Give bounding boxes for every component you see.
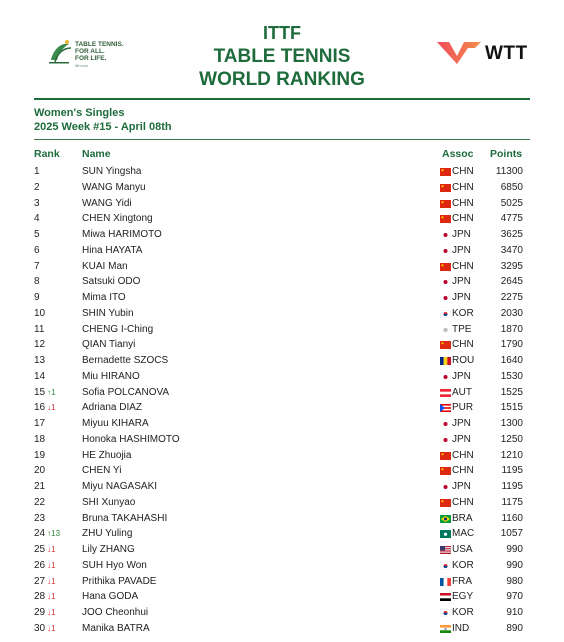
rank-cell <box>34 495 47 511</box>
rank-cell <box>34 196 42 212</box>
rank-cell <box>34 605 56 621</box>
table-row <box>34 495 530 511</box>
rank-cell <box>34 353 47 369</box>
rank-value: 2 <box>34 181 40 193</box>
fra-flag-icon <box>440 578 451 586</box>
player-name: Satsuki ODO <box>82 276 141 288</box>
ind-flag-icon <box>440 625 451 633</box>
table-row <box>34 306 530 322</box>
rank-value: 19 <box>34 449 46 461</box>
association-code: USA <box>452 544 473 555</box>
rank-change: ↓1 <box>47 560 56 570</box>
player-name: QIAN Tianyi <box>82 339 136 351</box>
table-row <box>34 416 530 432</box>
tpe-flag-icon <box>440 326 451 334</box>
header-divider <box>34 98 530 100</box>
table-row <box>34 542 530 558</box>
table-row <box>34 526 530 542</box>
chn-flag-icon <box>440 200 451 208</box>
association-code: JPN <box>452 418 471 429</box>
table-row <box>34 290 530 306</box>
ranking-period: 2025 Week #15 - April 08th <box>34 121 172 133</box>
points-value: 890 <box>506 622 523 634</box>
col-header-points: Points <box>490 148 523 160</box>
table-row <box>34 369 530 385</box>
table-row <box>34 589 530 605</box>
association-code: KOR <box>452 559 474 571</box>
points-value: 970 <box>506 591 523 603</box>
rank-value: 18 <box>34 433 46 445</box>
table-row <box>34 353 530 369</box>
association-code: IND <box>452 622 470 634</box>
ranking-info <box>34 106 172 134</box>
rank-value: 6 <box>34 244 40 256</box>
rank-cell <box>34 337 47 353</box>
rank-cell <box>34 385 56 401</box>
rank-cell <box>34 558 56 574</box>
jpn-flag-icon <box>440 247 451 255</box>
rank-cell <box>34 448 47 464</box>
rank-value: 4 <box>34 213 40 225</box>
rank-value: 11 <box>34 323 45 335</box>
rank-cell <box>34 479 47 495</box>
table-row <box>34 479 530 495</box>
player-name: Bernadette SZOCS <box>82 355 169 366</box>
player-name: SHI Xunyao <box>82 496 136 508</box>
association-code: CHN <box>452 465 474 477</box>
wtt-logo-text: WTT <box>485 43 528 64</box>
table-row <box>34 322 530 338</box>
table-row <box>34 164 530 180</box>
kor-flag-icon <box>440 310 451 318</box>
col-header-name: Name <box>82 148 111 160</box>
association-code: AUT <box>452 386 472 398</box>
rank-cell <box>34 164 42 180</box>
rank-cell <box>34 290 42 306</box>
page-header <box>0 0 564 100</box>
player-name: WANG Yidi <box>82 197 132 209</box>
rank-value: 10 <box>34 307 46 319</box>
jpn-flag-icon <box>440 278 451 286</box>
player-name: Lily ZHANG <box>82 544 135 555</box>
player-name: CHEN Yi <box>82 465 122 477</box>
table-row <box>34 558 530 574</box>
rank-cell <box>34 511 47 527</box>
jpn-flag-icon <box>440 483 451 491</box>
player-name: Adriana DIAZ <box>82 402 143 414</box>
player-name: Miwa HARIMOTO <box>82 229 162 240</box>
association-code: JPN <box>452 433 471 445</box>
player-name: Sofia POLCANOVA <box>82 386 170 398</box>
chn-flag-icon <box>440 168 451 176</box>
association-code: JPN <box>452 244 471 256</box>
rank-value: 29 <box>34 607 46 618</box>
chn-flag-icon <box>440 263 451 271</box>
points-value: 2275 <box>500 292 523 303</box>
association-code: CHN <box>452 449 474 461</box>
rank-change: ↓1 <box>47 545 56 554</box>
aut-flag-icon <box>440 389 451 397</box>
points-value: 3625 <box>500 229 523 240</box>
points-value: 1525 <box>500 386 523 398</box>
rank-change: ↓1 <box>47 623 56 633</box>
rank-value: 30 <box>34 622 46 634</box>
association-code: CHN <box>452 496 474 508</box>
table-row <box>34 621 530 637</box>
rank-cell <box>34 274 42 290</box>
association-code: KOR <box>452 307 474 319</box>
rank-cell <box>34 621 56 637</box>
table-row <box>34 511 530 527</box>
points-value: 1195 <box>501 481 523 492</box>
kor-flag-icon <box>440 562 451 570</box>
table-row <box>34 385 530 401</box>
points-value: 1160 <box>501 512 523 524</box>
ittf-tagline-line-2: FOR ALL. <box>75 48 105 55</box>
association-code: MAC <box>452 528 475 540</box>
rank-value: 8 <box>34 276 40 288</box>
rank-value: 14 <box>34 370 46 382</box>
rank-cell <box>34 227 42 243</box>
points-value: 1515 <box>500 402 523 414</box>
jpn-flag-icon <box>440 294 451 302</box>
points-value: 1530 <box>500 370 523 382</box>
points-value: 1250 <box>500 433 523 445</box>
player-name: Miu HIRANO <box>82 370 140 382</box>
mac-flag-icon <box>440 530 451 538</box>
rank-cell <box>34 322 46 338</box>
usa-flag-icon <box>440 546 451 554</box>
rank-value: 22 <box>34 496 46 508</box>
points-value: 1640 <box>500 355 523 366</box>
jpn-flag-icon <box>440 373 451 381</box>
player-name: SHIN Yubin <box>82 307 134 319</box>
association-code: BRA <box>452 512 473 524</box>
association-code: JPN <box>452 229 471 240</box>
points-value: 1057 <box>500 528 523 540</box>
player-name: Prithika PAVADE <box>82 575 157 587</box>
jpn-flag-icon <box>440 420 451 428</box>
association-code: ROU <box>452 355 475 366</box>
title-line-2: TABLE TENNIS <box>213 46 351 67</box>
points-value: 2645 <box>500 276 523 288</box>
table-row <box>34 574 530 590</box>
col-header-assoc: Assoc <box>442 148 474 160</box>
ranking-table <box>34 164 530 637</box>
association-code: JPN <box>452 276 471 288</box>
association-code: JPN <box>452 370 471 382</box>
table-row <box>34 448 530 464</box>
rank-value: 26 <box>34 559 46 571</box>
points-value: 990 <box>506 544 523 555</box>
table-divider <box>34 139 530 140</box>
points-value: 990 <box>506 559 523 571</box>
chn-flag-icon <box>440 215 451 223</box>
title-line-1: ITTF <box>263 23 301 43</box>
table-row <box>34 463 530 479</box>
rank-change: ↑13 <box>47 529 61 539</box>
points-value: 2030 <box>500 307 523 319</box>
ranking-category: Women's Singles <box>34 107 125 119</box>
player-name: Miyuu KIHARA <box>82 418 149 429</box>
rank-value: 27 <box>34 575 46 587</box>
chn-flag-icon <box>440 184 451 192</box>
association-code: JPN <box>452 292 471 303</box>
rank-value: 23 <box>34 512 46 524</box>
chn-flag-icon <box>440 499 451 507</box>
points-value: 910 <box>506 607 523 618</box>
rank-change: ↓1 <box>47 576 56 586</box>
ittf-tagline-line-1: TABLE TENNIS. <box>75 41 124 48</box>
player-name: CHENG I-Ching <box>82 323 154 335</box>
rank-cell <box>34 211 42 227</box>
rank-change: ↓1 <box>47 592 56 602</box>
rank-change: ↓1 <box>47 608 56 617</box>
points-value: 3295 <box>500 260 523 272</box>
pur-flag-icon <box>440 404 451 412</box>
player-name: CHEN Xingtong <box>82 213 153 225</box>
rank-value: 5 <box>34 229 40 240</box>
rank-value: 9 <box>34 292 40 303</box>
table-row <box>34 211 530 227</box>
rank-cell <box>34 542 56 558</box>
jpn-flag-icon <box>440 436 451 444</box>
kor-flag-icon <box>440 609 451 617</box>
bra-flag-icon <box>440 515 451 523</box>
title-line-3: WORLD RANKING <box>199 69 365 90</box>
points-value: 1195 <box>501 465 523 477</box>
association-code: EGY <box>452 591 474 603</box>
table-row <box>34 605 530 621</box>
wtt-logo <box>437 40 533 68</box>
rank-value: 21 <box>34 481 46 492</box>
rank-value: 20 <box>34 465 46 477</box>
rank-value: 1 <box>34 166 40 177</box>
rank-cell <box>34 259 42 275</box>
rank-value: 28 <box>34 591 46 603</box>
player-name: Hina HAYATA <box>82 244 143 256</box>
association-code: CHN <box>452 260 474 272</box>
rank-value: 7 <box>34 260 40 272</box>
chn-flag-icon <box>440 467 451 475</box>
chn-flag-icon <box>440 341 451 349</box>
association-code: TPE <box>452 323 472 335</box>
player-name: Miyu NAGASAKI <box>82 481 158 492</box>
table-header <box>34 148 530 162</box>
table-row <box>34 243 530 259</box>
rou-flag-icon <box>440 357 451 365</box>
rank-value: 13 <box>34 355 46 366</box>
rank-value: 25 <box>34 544 46 555</box>
points-value: 1175 <box>501 496 523 508</box>
rank-value: 15 <box>34 386 46 398</box>
ittf-tagline-line-3: FOR LIFE. <box>75 55 107 62</box>
rank-change: ↓1 <box>47 403 56 413</box>
table-row <box>34 227 530 243</box>
association-code: FRA <box>452 575 472 587</box>
player-name: JOO Cheonhui <box>82 607 149 618</box>
association-code: CHN <box>452 166 474 177</box>
table-row <box>34 274 530 290</box>
rank-cell <box>34 243 42 259</box>
chn-flag-icon <box>440 452 451 460</box>
association-code: PUR <box>452 402 474 414</box>
player-name: WANG Manyu <box>82 181 146 193</box>
ittf-url: ittf.com <box>75 63 88 68</box>
table-row <box>34 196 530 212</box>
points-value: 6850 <box>500 181 523 193</box>
points-value: 11300 <box>495 166 523 177</box>
rank-cell <box>34 369 47 385</box>
rank-cell <box>34 463 47 479</box>
association-code: CHN <box>452 213 474 225</box>
points-value: 1300 <box>500 418 523 429</box>
rank-value: 16 <box>34 402 46 414</box>
table-row <box>34 180 530 196</box>
points-value: 4775 <box>500 213 523 225</box>
points-value: 5025 <box>500 197 523 209</box>
player-name: SUN Yingsha <box>82 166 142 177</box>
rank-value: 12 <box>34 339 46 351</box>
rank-value: 17 <box>34 418 46 429</box>
table-row <box>34 400 530 416</box>
player-name: SUH Hyo Won <box>82 559 147 571</box>
rank-change: ↑1 <box>47 387 56 397</box>
association-code: CHN <box>452 181 474 193</box>
player-name: HE Zhuojia <box>82 449 132 461</box>
egy-flag-icon <box>440 593 451 601</box>
rank-value: 24 <box>34 528 46 540</box>
wtt-mark-icon <box>437 40 483 66</box>
player-name: Honoka HASHIMOTO <box>82 433 180 445</box>
rank-value: 3 <box>34 197 40 209</box>
jpn-flag-icon <box>440 231 451 239</box>
rank-cell <box>34 416 47 432</box>
player-name: Bruna TAKAHASHI <box>82 512 168 524</box>
points-value: 3470 <box>500 244 523 256</box>
table-row <box>34 432 530 448</box>
player-name: Manika BATRA <box>82 622 150 634</box>
player-name: Hana GODA <box>82 591 139 603</box>
rank-cell <box>34 400 56 416</box>
player-name: Mima ITO <box>82 292 126 303</box>
association-code: KOR <box>452 607 474 618</box>
player-name: ZHU Yuling <box>82 528 133 540</box>
table-row <box>34 259 530 275</box>
col-header-rank: Rank <box>34 148 60 160</box>
rank-cell <box>34 306 47 322</box>
association-code: CHN <box>452 197 474 209</box>
points-value: 1790 <box>500 339 523 351</box>
rank-cell <box>34 432 47 448</box>
points-value: 1210 <box>500 449 523 461</box>
player-name: KUAI Man <box>82 260 128 272</box>
rank-cell <box>34 589 56 605</box>
association-code: JPN <box>452 481 471 492</box>
rank-cell <box>34 180 42 196</box>
rank-cell <box>34 574 56 590</box>
points-value: 980 <box>506 575 523 587</box>
association-code: CHN <box>452 339 474 351</box>
points-value: 1870 <box>500 323 523 335</box>
rank-cell <box>34 526 60 542</box>
table-row <box>34 337 530 353</box>
